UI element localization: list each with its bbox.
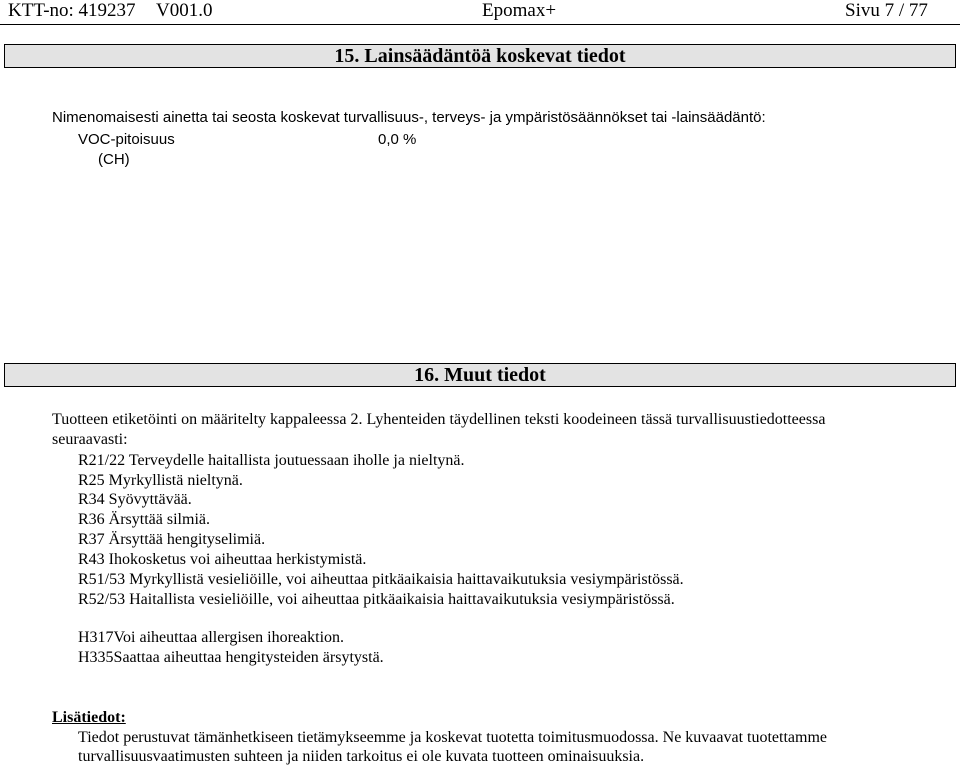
section-15-intro: Nimenomaisesti ainetta tai seosta koskevat turvallisuus-, terveys- ja ympäristösäännökset tai -lainsäädäntö: — [52, 109, 766, 126]
voc-label: VOC-pitoisuus — [78, 131, 175, 148]
section-15-title: 15. Lainsäädäntöä koskevat tiedot — [334, 45, 626, 67]
list-item: H335Saattaa aiheuttaa hengitysteiden ärsytystä. — [78, 649, 384, 666]
list-item: R51/53 Myrkyllistä vesieliöille, voi aiheuttaa pitkäaikaisia haittavaikutuksia vesiympäristössä. — [78, 571, 684, 588]
section-16-heading-bar — [4, 363, 956, 387]
section-16-title: 16. Muut tiedot — [414, 364, 546, 386]
additional-info-line-1: Tiedot perustuvat tämänhetkiseen tietämykseemme ja koskevat tuotetta toimitusmuodossa. Ne kuvaavat tuotettamme — [78, 729, 828, 746]
list-item: R21/22 Terveydelle haitallista joutuessaan iholle ja nieltynä. — [78, 452, 465, 469]
document-version: V001.0 — [156, 0, 213, 21]
list-item: R36 Ärsyttää silmiä. — [78, 511, 210, 528]
product-name: Epomax+ — [482, 0, 557, 21]
section-15-heading-bar — [4, 44, 956, 68]
list-item: R34 Syövyttävää. — [78, 491, 192, 508]
list-item: R52/53 Haitallista vesieliöille, voi aiheuttaa pitkäaikaisia haittavaikutuksia vesiympäristössä. — [78, 591, 675, 608]
additional-info-line-2: turvallisuusvaatimusten suhteen ja niiden tarkoitus ei ole kuvata tuotteen ominaisuuksia. — [78, 748, 645, 765]
voc-region: (CH) — [98, 151, 130, 168]
page-number: Sivu 7 / 77 — [845, 0, 928, 21]
list-item: R37 Ärsyttää hengityselimiä. — [78, 531, 266, 548]
header-divider — [0, 24, 960, 25]
document-id: KTT-no: 419237 — [8, 0, 136, 21]
section-16-paragraph-line-2: seuraavasti: — [52, 431, 128, 448]
list-item: H317Voi aiheuttaa allergisen ihoreaktion. — [78, 629, 345, 646]
additional-info-label: Lisätiedot: — [52, 709, 126, 726]
list-item: R43 Ihokosketus voi aiheuttaa herkistymistä. — [78, 551, 367, 568]
section-16-paragraph-line-1: Tuotteen etiketöinti on määritelty kappaleessa 2. Lyhenteiden täydellinen teksti koodeineen tässä turvallisuustiedotteessa — [52, 411, 826, 428]
voc-value: 0,0 % — [378, 131, 417, 148]
list-item: R25 Myrkyllistä nieltynä. — [78, 472, 243, 489]
